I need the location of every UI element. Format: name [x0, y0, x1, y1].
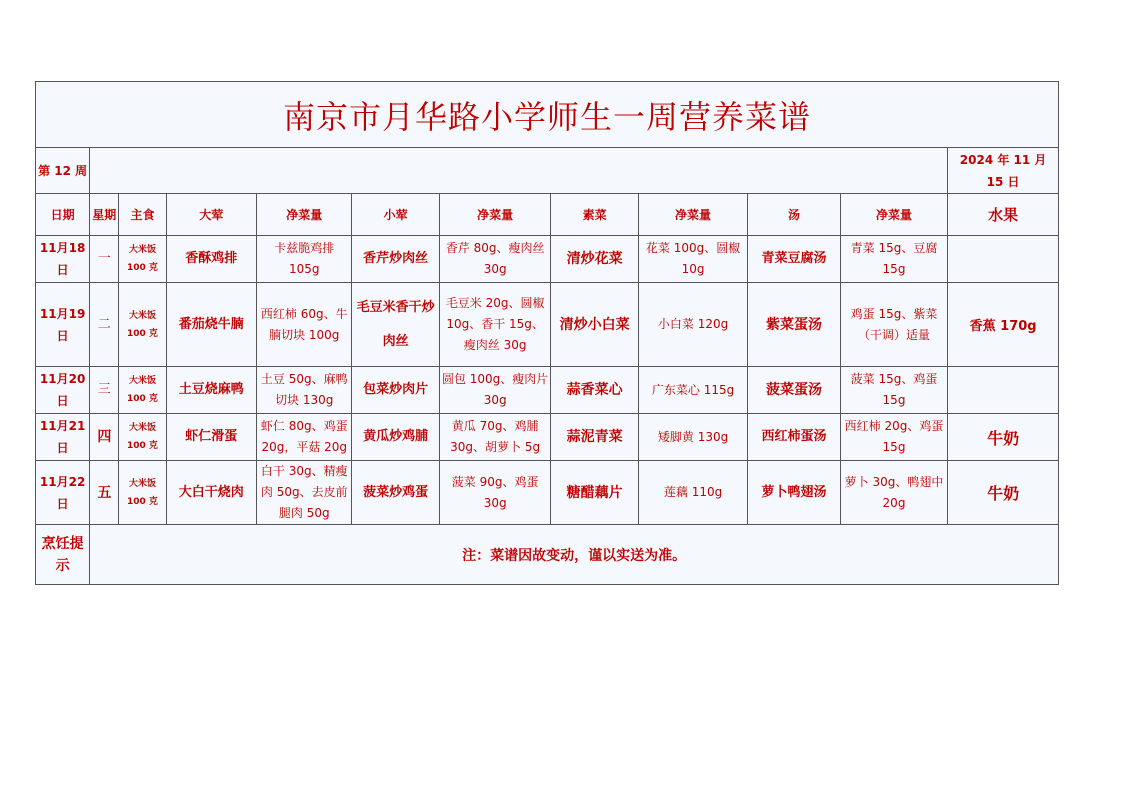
header-row: [36, 194, 1059, 236]
row-staple: 大米饭 100 克: [119, 283, 166, 367]
table-row: [36, 236, 1059, 283]
row-date: 11月20日: [36, 367, 90, 414]
row-soup: 西红柿蛋汤: [748, 414, 840, 461]
row-main-qty: 土豆 50g、麻鸭切块 130g: [257, 367, 352, 414]
row-side-dish: 香芹炒肉丝: [352, 236, 439, 283]
header-main-qty: 净菜量: [257, 194, 352, 236]
row-date: 11月21日: [36, 414, 90, 461]
row-weekday: 五: [90, 461, 119, 525]
table-row: [36, 414, 1059, 461]
row-staple: 大米饭 100 克: [119, 461, 166, 525]
week-label: 第 12 周: [36, 148, 90, 194]
row-soup: 紫菜蛋汤: [748, 283, 840, 367]
row-fruit: 香蕉 170g: [948, 283, 1059, 367]
row-veg-dish: 蒜泥青菜: [551, 414, 638, 461]
row-veg-qty: 莲藕 110g: [638, 461, 748, 525]
row-side-dish: 黄瓜炒鸡脯: [352, 414, 439, 461]
header-side-qty: 净菜量: [439, 194, 551, 236]
row-soup: 青菜豆腐汤: [748, 236, 840, 283]
row-side-qty: 菠菜 90g、鸡蛋 30g: [439, 461, 551, 525]
header-fruit: 水果: [948, 194, 1059, 236]
row-staple: 大米饭 100 克: [119, 236, 166, 283]
issue-date: 2024 年 11 月 15 日: [948, 148, 1059, 194]
row-side-dish: 菠菜炒鸡蛋: [352, 461, 439, 525]
row-side-qty: 香芹 80g、瘦肉丝 30g: [439, 236, 551, 283]
row-main-dish: 土豆烧麻鸭: [166, 367, 256, 414]
header-veg-dish: 素菜: [551, 194, 638, 236]
row-veg-qty: 花菜 100g、圆椒 10g: [638, 236, 748, 283]
row-main-qty: 西红柿 60g、牛腩切块 100g: [257, 283, 352, 367]
menu-note: 注：菜谱因故变动，谨以实送为准。: [90, 525, 1059, 585]
row-weekday: 二: [90, 283, 119, 367]
row-veg-qty: 小白菜 120g: [638, 283, 748, 367]
week-spacer: [90, 148, 948, 194]
row-side-dish: 毛豆米香干炒肉丝: [352, 283, 439, 367]
row-veg-dish: 蒜香菜心: [551, 367, 638, 414]
row-main-qty: 虾仁 80g、鸡蛋 20g，平菇 20g: [257, 414, 352, 461]
row-soup: 菠菜蛋汤: [748, 367, 840, 414]
row-date: 11月19日: [36, 283, 90, 367]
table-row: [36, 283, 1059, 367]
row-main-dish: 大白干烧肉: [166, 461, 256, 525]
row-fruit: [948, 236, 1059, 283]
row-side-qty: 毛豆米 20g、圆椒 10g、香干 15g、瘦肉丝 30g: [439, 283, 551, 367]
row-fruit: [948, 367, 1059, 414]
row-veg-dish: 清炒花菜: [551, 236, 638, 283]
header-staple: 主食: [119, 194, 166, 236]
header-soup-qty: 净菜量: [840, 194, 948, 236]
weekly-menu-table: [35, 81, 1059, 585]
row-veg-qty: 矮脚黄 130g: [638, 414, 748, 461]
row-main-dish: 虾仁滑蛋: [166, 414, 256, 461]
row-weekday: 三: [90, 367, 119, 414]
cooking-tips-label: 烹饪提示: [36, 525, 90, 585]
row-soup-qty: 鸡蛋 15g、紫菜（干调）适量: [840, 283, 948, 367]
row-weekday: 四: [90, 414, 119, 461]
row-side-dish: 包菜炒肉片: [352, 367, 439, 414]
row-veg-dish: 清炒小白菜: [551, 283, 638, 367]
row-main-dish: 香酥鸡排: [166, 236, 256, 283]
row-soup: 萝卜鸭翅汤: [748, 461, 840, 525]
row-staple: 大米饭 100 克: [119, 367, 166, 414]
row-soup-qty: 萝卜 30g、鸭翅中 20g: [840, 461, 948, 525]
header-side-dish: 小荤: [352, 194, 439, 236]
row-main-qty: 白干 30g、精瘦肉 50g、去皮前腿肉 50g: [257, 461, 352, 525]
row-weekday: 一: [90, 236, 119, 283]
row-side-qty: 黄瓜 70g、鸡脯 30g、胡萝卜 5g: [439, 414, 551, 461]
footer-row: [36, 525, 1059, 585]
row-date: 11月18日: [36, 236, 90, 283]
page-title: 南京市月华路小学师生一周营养菜谱: [36, 82, 1059, 148]
row-fruit: 牛奶: [948, 414, 1059, 461]
table-row: [36, 461, 1059, 525]
row-veg-qty: 广东菜心 115g: [638, 367, 748, 414]
header-main-dish: 大荤: [166, 194, 256, 236]
header-soup: 汤: [748, 194, 840, 236]
row-main-dish: 番茄烧牛腩: [166, 283, 256, 367]
table-row: [36, 367, 1059, 414]
row-soup-qty: 西红柿 20g、鸡蛋 15g: [840, 414, 948, 461]
row-fruit: 牛奶: [948, 461, 1059, 525]
row-main-qty: 卡兹脆鸡排 105g: [257, 236, 352, 283]
header-date: 日期: [36, 194, 90, 236]
row-soup-qty: 青菜 15g、豆腐 15g: [840, 236, 948, 283]
row-soup-qty: 菠菜 15g、鸡蛋 15g: [840, 367, 948, 414]
row-side-qty: 圆包 100g、瘦肉片 30g: [439, 367, 551, 414]
row-date: 11月22日: [36, 461, 90, 525]
header-veg-qty: 净菜量: [638, 194, 748, 236]
row-staple: 大米饭 100 克: [119, 414, 166, 461]
row-veg-dish: 糖醋藕片: [551, 461, 638, 525]
header-weekday: 星期: [90, 194, 119, 236]
